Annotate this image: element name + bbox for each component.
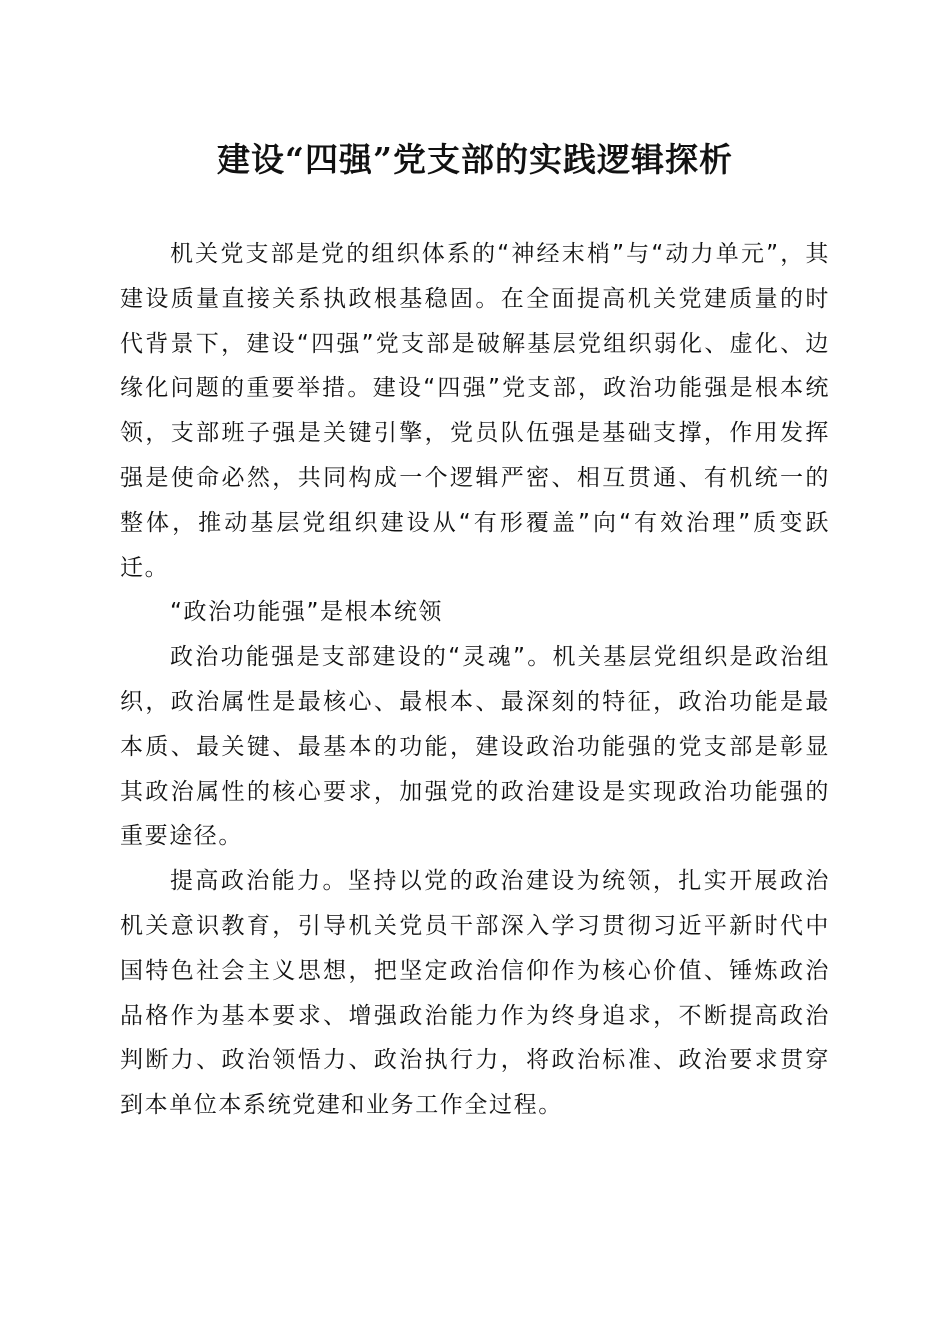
paragraph-political-function: 政治功能强是支部建设的“灵魂”。机关基层党组织是政治组织，政治属性是最核心、最根本、最深刻的特征，政治功能是最本质、最关键、最基本的功能，建设政治功能强的党支部是彰显其政治属性的核心要求，加强党的政治建设是实现政治功能强的重要途径。: [120, 644, 830, 850]
section-heading: “政治功能强”是根本统领: [170, 599, 444, 626]
paragraph-intro: 机关党支部是党的组织体系的“神经末梢”与“动力单元”，其建设质量直接关系执政根基稳固。在全面提高机关党建质量的时代背景下，建设“四强”党支部是破解基层党组织弱化、虚化、边缘化问题的重要举措。建设“四强”党支部，政治功能强是根本统领，支部班子强是关键引擎，党员队伍强是基础支撑，作用发挥强是使命必然，共同构成一个逻辑严密、相互贯通、有机统一的整体，推动基层党组织建设从“有形覆盖”向“有效治理”质变跃迁。: [120, 241, 830, 581]
paragraph-political-ability: 提高政治能力。坚持以党的政治建设为统领，扎实开展政治机关意识教育，引导机关党员干部深入学习贯彻习近平新时代中国特色社会主义思想，把坚定政治信仰作为核心价值、锤炼政治品格作为基本要求、增强政治能力作为终身追求，不断提高政治判断力、政治领悟力、政治执行力，将政治标准、政治要求贯穿到本单位本系统党建和业务工作全过程。: [120, 868, 830, 1119]
document-body: [120, 232, 830, 1128]
document-title: 建设“四强”党支部的实践逻辑探析: [217, 140, 733, 179]
